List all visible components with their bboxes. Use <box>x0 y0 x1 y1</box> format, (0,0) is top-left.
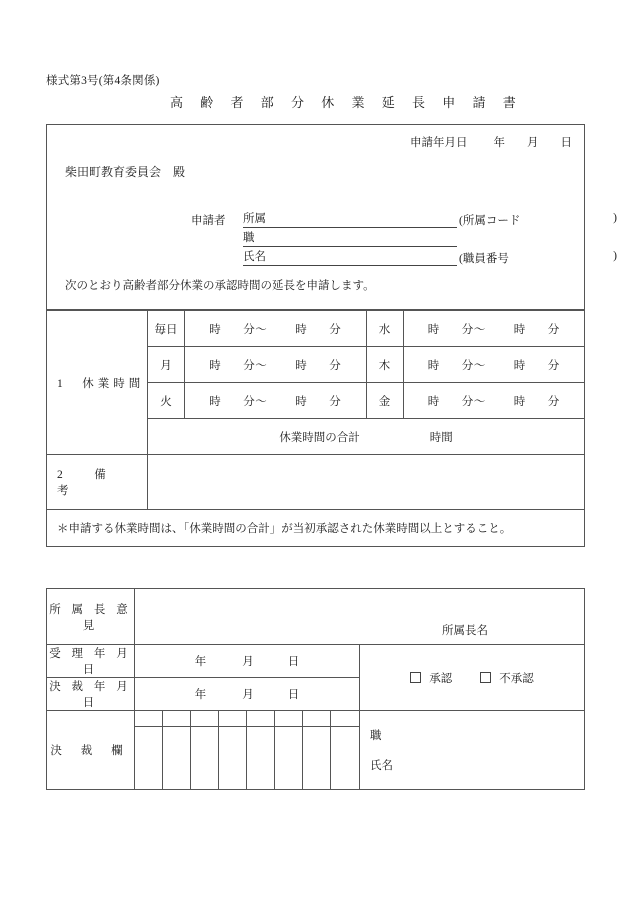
day-cell-left-0: 毎日 <box>148 311 185 347</box>
hour-from: 時 <box>427 395 440 408</box>
hour-to: 時 <box>513 323 526 336</box>
seal-cell-header-7[interactable] <box>303 711 331 727</box>
minute-from: 分～ <box>461 359 486 372</box>
day-cell-right-1: 木 <box>366 347 403 383</box>
application-date-year[interactable]: 年 <box>493 137 505 149</box>
affiliation-code-close: ) <box>613 212 617 224</box>
application-date-day[interactable]: 日 <box>560 137 572 149</box>
seal-cell-body-5[interactable] <box>247 727 275 789</box>
applicant-row-name <box>191 247 619 266</box>
seal-cell-header-4[interactable] <box>219 711 247 727</box>
leave-hours-label: 1 休業時間 <box>47 311 148 455</box>
minute-to: 分 <box>547 395 560 408</box>
leave-hours-table <box>46 310 585 547</box>
chief-opinion-label: 所 属 長 意 見 <box>47 589 135 645</box>
seal-cell-body-3[interactable] <box>191 727 219 789</box>
minute-to: 分 <box>329 323 342 336</box>
hour-from: 時 <box>427 323 440 336</box>
receipt-date-value[interactable] <box>135 645 360 678</box>
seal-cell-body-1[interactable] <box>135 727 163 789</box>
receipt-year: 年 <box>194 656 207 668</box>
table-row <box>47 311 585 347</box>
minute-to: 分 <box>547 359 560 372</box>
decision-date-value[interactable] <box>135 678 360 711</box>
seal-cell-header-2[interactable] <box>163 711 191 727</box>
request-statement: 次のとおり高齢者部分休業の承認時間の延長を申請します。 <box>65 280 375 292</box>
hour-to: 時 <box>513 395 526 408</box>
day-cell-left-1: 月 <box>148 347 185 383</box>
time-range-left-2[interactable] <box>185 383 367 419</box>
seal-cell-body-4[interactable] <box>219 727 247 789</box>
decision-year: 年 <box>194 689 207 701</box>
application-date-label: 申請年月日 <box>410 137 468 149</box>
receipt-month: 月 <box>242 656 254 668</box>
time-range-left-1[interactable] <box>185 347 367 383</box>
approval-table <box>46 588 585 790</box>
hour-to: 時 <box>295 395 308 408</box>
application-date-month[interactable]: 月 <box>527 137 539 149</box>
seal-cell-body-7[interactable] <box>303 727 331 789</box>
signature-name-label: 氏名 <box>370 760 393 772</box>
addressee <box>65 163 185 180</box>
seal-grid-inner <box>135 711 359 789</box>
form-number: 様式第3号(第4条関係) <box>46 75 160 87</box>
footnote: ＊申請する休業時間は、「休業時間の合計」が当初承認された休業時間以上とすること。 <box>47 510 585 547</box>
hour-to: 時 <box>513 359 526 372</box>
hour-from: 時 <box>209 395 222 408</box>
application-date-line <box>410 134 572 150</box>
approve-checkbox[interactable] <box>410 672 421 683</box>
minute-to: 分 <box>329 359 342 372</box>
total-hours-unit: 時間 <box>429 431 453 444</box>
seal-cell-header-3[interactable] <box>191 711 219 727</box>
seal-cell-header-6[interactable] <box>275 711 303 727</box>
day-cell-right-2: 金 <box>366 383 403 419</box>
applicant-row-affiliation <box>191 209 619 228</box>
chief-name-label: 所属長名 <box>442 625 488 637</box>
minute-to: 分 <box>329 395 342 408</box>
total-hours-row[interactable] <box>148 419 585 455</box>
page-title: 高 齢 者 部 分 休 業 延 長 申 請 書 <box>170 95 523 110</box>
decision-day: 日 <box>287 689 300 701</box>
signature-area[interactable] <box>360 711 585 790</box>
seal-cell-header-1[interactable] <box>135 711 163 727</box>
applicant-fields <box>191 209 619 266</box>
employee-number-close: ) <box>613 250 617 262</box>
minute-from: 分～ <box>461 323 486 336</box>
total-hours-label: 休業時間の合計 <box>279 431 360 444</box>
time-range-right-1[interactable] <box>403 347 585 383</box>
minute-from: 分～ <box>243 395 268 408</box>
remarks-label: 2 備 考 <box>47 455 148 510</box>
seal-cell-header-8[interactable] <box>331 711 359 727</box>
hour-from: 時 <box>209 359 222 372</box>
hour-from: 時 <box>427 359 440 372</box>
seal-cell-header-5[interactable] <box>247 711 275 727</box>
table-row <box>47 510 585 547</box>
minute-to: 分 <box>547 323 560 336</box>
decision-column-label: 決 裁 欄 <box>47 711 135 790</box>
decision-date-label: 決 裁 年 月 日 <box>47 678 135 711</box>
hour-to: 時 <box>295 323 308 336</box>
day-cell-left-2: 火 <box>148 383 185 419</box>
employee-number-group <box>459 250 619 266</box>
addressee-honorific: 殿 <box>173 165 186 179</box>
seal-cell-body-6[interactable] <box>275 727 303 789</box>
approve-label: 承認 <box>429 672 453 685</box>
decision-month: 月 <box>242 689 254 701</box>
minute-from: 分～ <box>461 395 486 408</box>
reject-label: 不承認 <box>499 672 534 685</box>
minute-from: 分～ <box>243 323 268 336</box>
table-row <box>47 589 585 645</box>
affiliation-code-group <box>459 212 619 228</box>
applicant-box <box>46 124 617 310</box>
hour-to: 時 <box>295 359 308 372</box>
day-cell-right-0: 水 <box>366 311 403 347</box>
name-field[interactable]: 氏名 <box>243 250 457 266</box>
time-range-right-2[interactable] <box>403 383 585 419</box>
time-range-right-0[interactable] <box>403 311 585 347</box>
approval-decision-group <box>360 645 585 711</box>
affiliation-code-label: (所属コード <box>459 215 521 227</box>
time-range-left-0[interactable] <box>185 311 367 347</box>
table-row <box>47 711 585 790</box>
seal-cell-body-2[interactable] <box>163 727 191 789</box>
receipt-date-label: 受 理 年 月 日 <box>47 645 135 678</box>
chief-opinion-area[interactable] <box>135 589 585 645</box>
remarks-input-area[interactable] <box>148 455 585 510</box>
addressee-name: 柴田町教育委員会 <box>65 165 162 179</box>
minute-from: 分～ <box>243 359 268 372</box>
hour-from: 時 <box>209 323 222 336</box>
employee-number-label: (職員番号 <box>459 253 509 265</box>
seal-cell-body-8[interactable] <box>331 727 359 789</box>
affiliation-field[interactable]: 所属 <box>243 212 457 228</box>
table-row <box>47 455 585 510</box>
applicant-row-post <box>191 228 619 247</box>
reject-checkbox[interactable] <box>480 672 491 683</box>
signature-post-label: 職 <box>370 730 382 742</box>
seal-grid[interactable] <box>135 711 360 790</box>
table-row <box>47 645 585 678</box>
receipt-day: 日 <box>287 656 300 668</box>
post-field[interactable]: 職 <box>243 231 457 247</box>
applicant-label: 申請者 <box>191 215 226 227</box>
